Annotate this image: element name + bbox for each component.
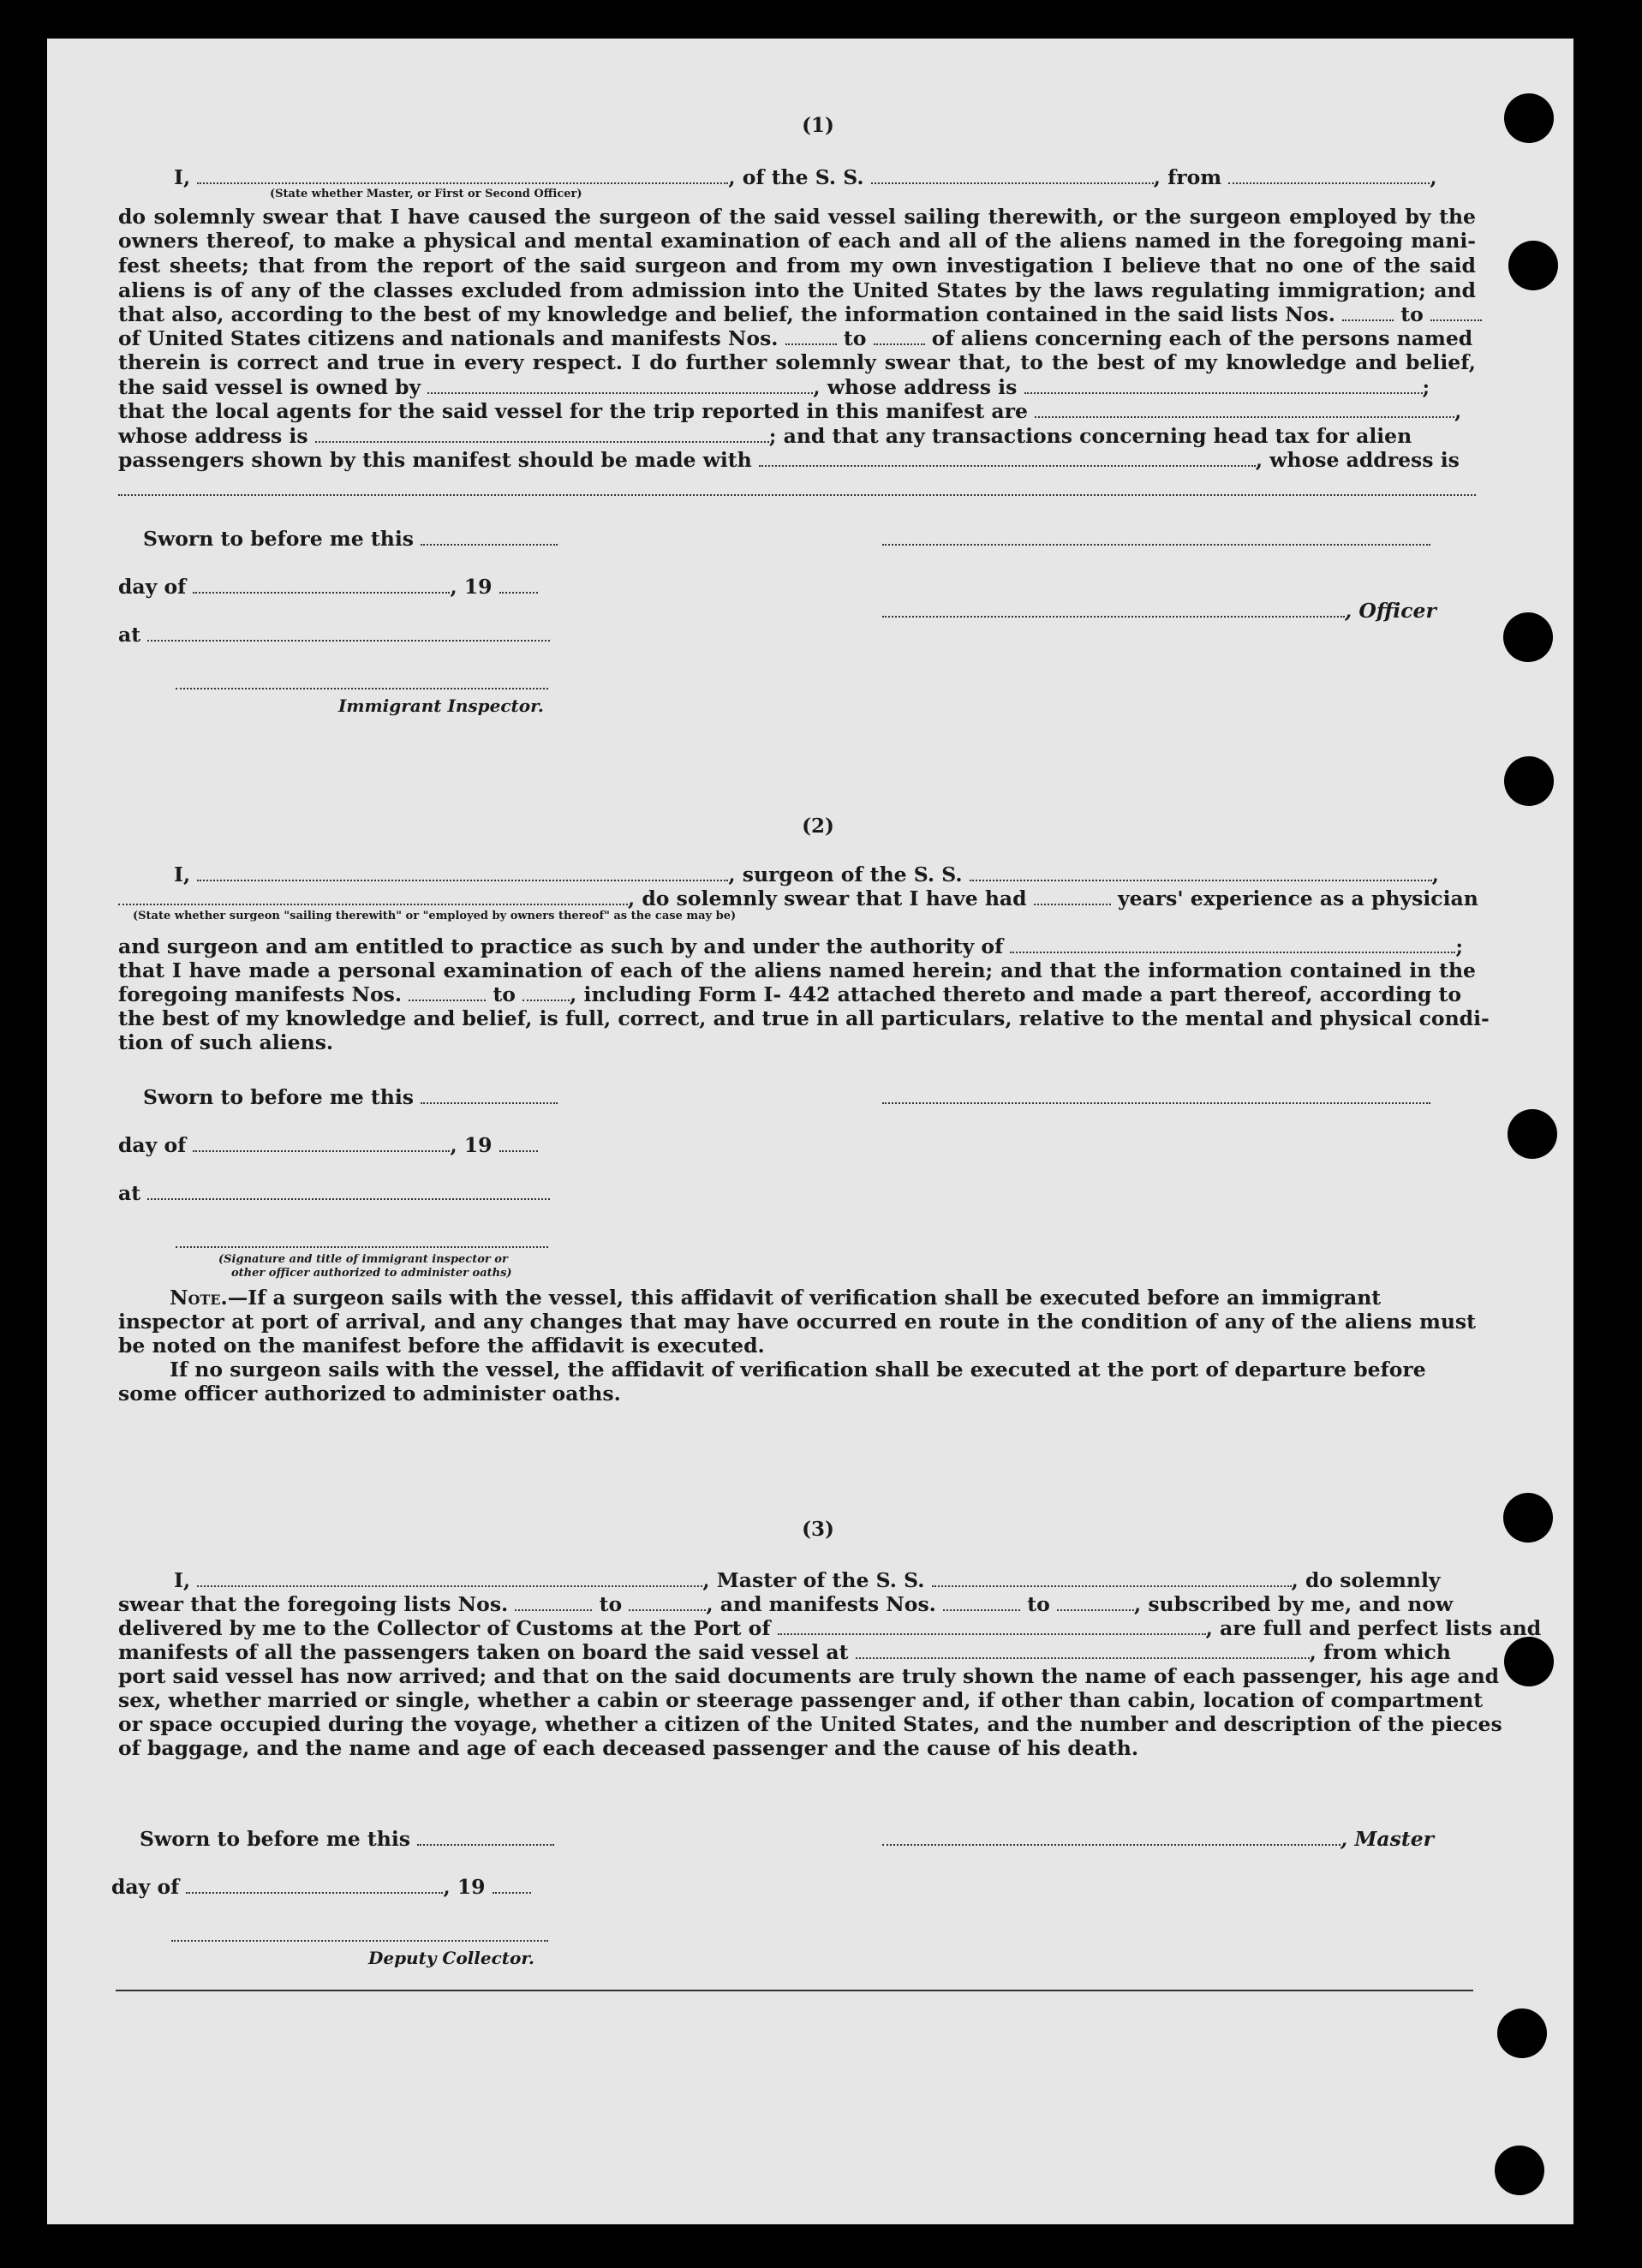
bottom-rule [116,1990,1473,1991]
section-1-officer-line: , Officer [882,599,1436,623]
punch-hole [1504,756,1554,806]
section-3-day-of: day of , 19 [111,1875,531,1899]
section-3-line-6: sex, whether married or single, whether a cabin or steerage passenger and, if other than cabin, location of compartment [118,1688,1484,1712]
section-3-line-7: or space occupied during the voyage, whether a citizen of the United States, and the number and description of the pieces [118,1712,1502,1736]
section-2-sworn: Sworn to before me this [143,1085,558,1109]
section-1-line-9: the said vessel is owned by , whose address is ; [118,375,1430,399]
punch-hole [1508,1109,1557,1159]
section-1-inspector: Immigrant Inspector. [338,695,544,716]
section-2-line-5: foregoing manifests Nos. to , including Form I- 442 attached thereto and made a part thereof, according to [118,982,1462,1006]
section-1-line-2: do solemnly swear that I have caused the surgeon of the said vessel sailing therewith, or the surgeon employed by the [118,205,1476,229]
section-2-note-2a: If no surgeon sails with the vessel, the affidavit of verification shall be executed at the port of departure before [170,1358,1426,1382]
section-2-note-1a: Note.—If a surgeon sails with the vessel, this affidavit of verification shall be executed before an immigrant [170,1286,1382,1310]
section-2-note-1c: be noted on the manifest before the affidavit is executed. [118,1334,765,1358]
section-2-at: at [118,1181,550,1205]
section-2-signature-line [882,1102,1430,1104]
section-3-line-8: of baggage, and the name and age of each deceased passenger and the cause of his death. [118,1736,1139,1760]
punch-hole [1508,241,1558,290]
section-2-line-6: the best of my knowledge and belief, is full, correct, and true in all particulars, relative to the mental and physical condi- [118,1006,1490,1030]
section-1-line-8: therein is correct and true in every respect. I do further solemnly swear that, to the best of my knowledge and belief, [118,350,1476,374]
section-1-line-5: aliens is of any of the classes excluded from admission into the United States by the laws regulating immigration; and [118,278,1476,302]
manifest-page [47,39,1573,2224]
section-1-day-of: day of , 19 [118,575,538,599]
section-3-sworn: Sworn to before me this [140,1827,554,1851]
section-2-line-7: tion of such aliens. [118,1030,334,1054]
punch-hole [1504,1637,1554,1686]
section-3-line-2: swear that the foregoing lists Nos. to , and manifests Nos. to , subscribed by me, and now [118,1592,1454,1616]
section-2-line-4: that I have made a personal examination of each of the aliens named herein; and that the information contained in the [118,958,1476,982]
section-2-number: (2) [802,815,834,838]
section-1-line-4: fest sheets; that from the report of the said surgeon and from my own investigation I believe that no one of the said [118,254,1476,278]
section-1-sworn: Sworn to before me this [143,527,558,551]
section-1-inspector-line [176,688,548,689]
section-1-line-11: whose address is ; and that any transactions concerning head tax for alien [118,424,1412,448]
section-3-deputy-line [171,1940,548,1942]
section-2-line-1: I, , surgeon of the S. S. , [174,862,1439,886]
section-2-day-of: day of , 19 [118,1133,538,1157]
section-1-line-3: owners thereof, to make a physical and mental examination of each and all of the aliens named in the foregoing mani- [118,229,1476,253]
section-3-line-5: port said vessel has now arrived; and that on the said documents are truly shown the name of each passenger, his age and [118,1664,1500,1688]
section-1-signature-line [882,544,1430,546]
section-1-line-7: of United States citizens and nationals and manifests Nos. to of aliens concerning each of the persons named [118,326,1473,350]
section-3-line-3: delivered by me to the Collector of Customs at the Port of , are full and perfect lists and [118,1616,1542,1640]
section-1-line-10: that the local agents for the said vessel for the trip reported in this manifest are , [118,399,1462,423]
section-2-sig-note-1: (Signature and title of immigrant inspector or [218,1253,508,1266]
section-1-line-1: I, , of the S. S. , from , [174,165,1437,189]
section-2-line-3: and surgeon and am entitled to practice as such by and under the authority of ; [118,934,1464,958]
section-3-master-line: , Master [882,1827,1434,1851]
section-1-address-line [118,494,1476,496]
section-3-line-4: manifests of all the passengers taken on board the said vessel at , from which [118,1640,1451,1664]
punch-hole [1504,93,1554,143]
section-2-note-1b: inspector at port of arrival, and any changes that may have occurred en route in the condition of any of the aliens must [118,1310,1476,1334]
section-3-line-1: I, , Master of the S. S. , do solemnly [174,1568,1441,1592]
section-1-line-6: that also, according to the best of my knowledge and belief, the information contained in the said lists Nos. to [118,302,1482,326]
section-2-sig-note-2: other officer authorized to administer oaths) [231,1267,512,1280]
section-2-surgeon-note: (State whether surgeon "sailing therewith" or "employed by owners thereof" as the case may be) [133,910,737,922]
section-3-deputy: Deputy Collector. [368,1948,535,1968]
punch-hole [1495,2146,1544,2195]
section-1-number: (1) [802,114,834,137]
section-1-at: at [118,623,550,647]
punch-hole [1497,2008,1547,2058]
section-2-line-2: , do solemnly swear that I have had years' experience as a physician [118,886,1478,910]
punch-hole [1503,612,1553,662]
section-2-note-2b: some officer authorized to administer oaths. [118,1382,621,1406]
section-2-inspector-line [176,1246,548,1248]
section-1-line-12: passengers shown by this manifest should be made with , whose address is [118,448,1460,472]
section-3-number: (3) [802,1518,834,1541]
section-1-officer-note: (State whether Master, or First or Second Officer) [270,188,582,200]
punch-hole [1503,1493,1553,1543]
